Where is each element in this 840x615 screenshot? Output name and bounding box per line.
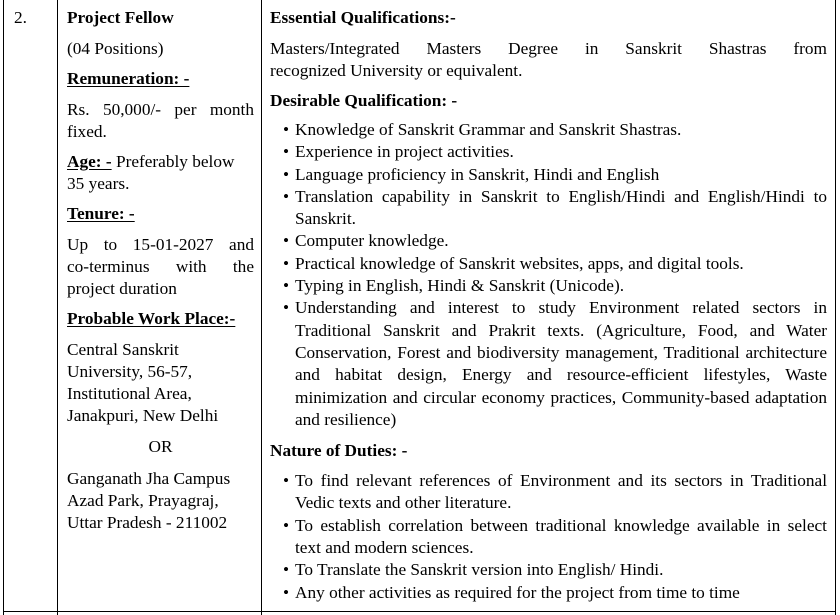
list-item-text: Language proficiency in Sanskrit, Hindi and English bbox=[295, 164, 660, 184]
tenure-value-line-1: Up to 15-01-2027 and bbox=[67, 235, 254, 254]
row-number: 2. bbox=[14, 8, 27, 27]
tenure-value-line-3: project duration bbox=[67, 279, 177, 298]
work-place-1-line-1: Central Sanskrit bbox=[67, 340, 179, 359]
list-item-text: Traditional Vedic texts and other literature. bbox=[295, 471, 827, 513]
age-value: Preferably below bbox=[115, 152, 235, 171]
list-item bbox=[270, 297, 827, 431]
list-item bbox=[270, 582, 827, 604]
post-details-cell bbox=[67, 7, 254, 534]
list-item-text: Understanding and interest to study Environment related sectors in bbox=[295, 298, 827, 318]
list-item-text: Computer knowledge. bbox=[295, 231, 449, 251]
list-item-text: architecture and habitat design, Energy and resource-efficient bbox=[295, 342, 827, 385]
list-item-text: Conservation, Forest and biodiversity management, Traditional bbox=[295, 342, 740, 362]
list-item-text: lifestyles, Waste minimization and circular economy practices, bbox=[295, 365, 828, 407]
list-item-text: Any other activities as required for the project from time to time bbox=[295, 582, 740, 602]
bullet-icon: • bbox=[283, 253, 290, 273]
list-item-text: Experience in project activities. bbox=[295, 142, 514, 162]
work-place-2-line-3: Uttar Pradesh - 211002 bbox=[67, 513, 228, 532]
list-item-text: Translation capability in Sanskrit to English/Hindi and bbox=[295, 186, 700, 206]
essential-line-1: Masters/Integrated Masters Degree in Sanskrit Shastras from bbox=[270, 39, 827, 58]
bullet-icon: • bbox=[283, 142, 290, 162]
table-row-bottom-border bbox=[3, 611, 836, 612]
tenure-label: Tenure: - bbox=[67, 204, 135, 223]
bullet-icon: • bbox=[283, 515, 290, 535]
age-line bbox=[67, 151, 254, 173]
bullet-icon: • bbox=[283, 582, 290, 602]
list-item bbox=[270, 164, 827, 186]
essential-qualifications-heading: Essential Qualifications:- bbox=[270, 8, 456, 27]
table-divider-middle bbox=[261, 0, 262, 615]
list-item bbox=[270, 515, 827, 560]
list-item bbox=[270, 275, 827, 297]
age-label: Age: - bbox=[67, 152, 112, 171]
bullet-icon: • bbox=[283, 276, 290, 296]
bullet-icon: • bbox=[283, 298, 290, 318]
work-place-1-line-3: Institutional Area, bbox=[67, 384, 192, 403]
table-divider-number bbox=[57, 0, 58, 615]
desirable-qualification-heading: Desirable Qualification: - bbox=[270, 91, 458, 110]
list-item-text: select text and modern sciences. bbox=[295, 515, 827, 558]
bullet-icon: • bbox=[283, 120, 290, 139]
work-place-1-line-2: University, 56-57, bbox=[67, 362, 193, 381]
age-value-line-2: 35 years. bbox=[67, 174, 130, 193]
positions-count: (04 Positions) bbox=[67, 39, 164, 58]
list-item-text: Knowledge of Sanskrit Grammar and Sanskrit Shastras. bbox=[295, 120, 682, 139]
list-item-text: English/Hindi to Sanskrit. bbox=[295, 186, 828, 229]
list-item bbox=[270, 559, 827, 581]
table-border-left bbox=[3, 0, 4, 615]
bullet-icon: • bbox=[283, 186, 290, 206]
list-item bbox=[270, 186, 827, 231]
list-item-text: Traditional Sanskrit and Prakrit texts. (Agriculture, Food, and Water bbox=[295, 320, 827, 340]
list-item bbox=[270, 230, 827, 252]
bullet-icon: • bbox=[283, 164, 290, 184]
qualifications-cell bbox=[270, 7, 827, 604]
remuneration-label: Remuneration: - bbox=[67, 69, 190, 88]
list-item bbox=[270, 470, 827, 515]
duties-list bbox=[270, 470, 827, 604]
list-item bbox=[270, 141, 827, 163]
work-place-2-line-1: Ganganath Jha Campus bbox=[67, 469, 231, 488]
list-item-text: To Translate the Sanskrit version into English/ Hindi. bbox=[295, 560, 664, 580]
list-item-text: To find relevant references of Environment and its sectors in bbox=[295, 471, 744, 491]
tenure-value-line-2: co-terminus with the bbox=[67, 257, 254, 276]
remuneration-value-line-2: fixed. bbox=[67, 122, 107, 141]
list-item bbox=[270, 119, 827, 141]
work-place-option-2 bbox=[67, 468, 254, 534]
essential-line-2: recognized University or equivalent. bbox=[270, 61, 523, 80]
nature-of-duties-heading: Nature of Duties: - bbox=[270, 441, 408, 461]
remuneration-value-line-1: Rs. 50,000/- per month bbox=[67, 100, 254, 119]
work-place-1-line-4: Janakpuri, New Delhi bbox=[67, 406, 219, 425]
bullet-icon: • bbox=[283, 471, 290, 491]
list-item-text: Community-based adaptation and resilience) bbox=[295, 387, 828, 429]
work-place-label: Probable Work Place:- bbox=[67, 309, 236, 328]
list-item-text: Practical knowledge of Sanskrit websites, apps, and digital tools. bbox=[295, 253, 744, 273]
list-item bbox=[270, 253, 827, 275]
bullet-icon: • bbox=[283, 560, 290, 580]
table-border-right bbox=[835, 0, 836, 615]
post-title: Project Fellow bbox=[67, 8, 174, 27]
work-place-2-line-2: Azad Park, Prayagraj, bbox=[67, 491, 219, 510]
list-item-text: Typing in English, Hindi & Sanskrit (Unicode). bbox=[295, 276, 625, 296]
row-number-cell bbox=[4, 7, 57, 29]
desirable-qualification-list bbox=[270, 119, 827, 431]
or-separator: OR bbox=[148, 437, 173, 456]
bullet-icon: • bbox=[283, 231, 290, 251]
work-place-option-1 bbox=[67, 339, 254, 427]
list-item-text: To establish correlation between traditional knowledge available in bbox=[295, 515, 781, 535]
